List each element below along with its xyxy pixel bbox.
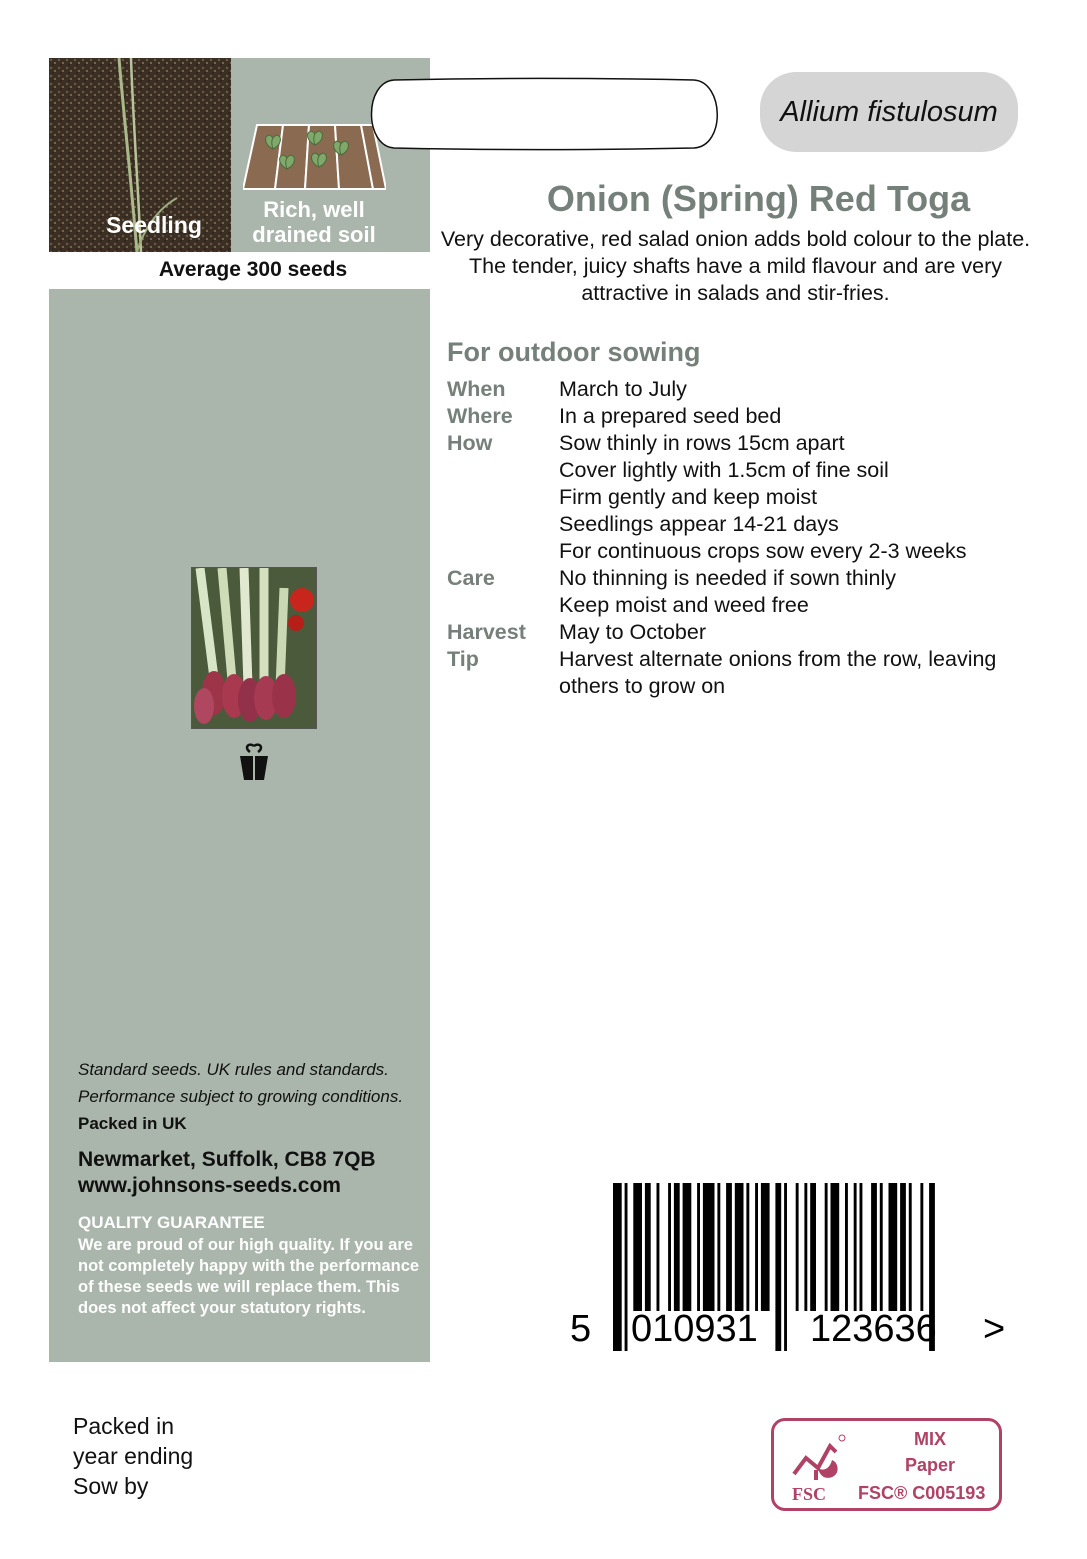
- barcode-bar: [871, 1183, 877, 1311]
- barcode-bar: [854, 1183, 857, 1311]
- sowing-row-value: For continuous crops sow every 2-3 weeks: [559, 539, 967, 563]
- sowing-row-label: How: [447, 431, 493, 455]
- barcode-first-digit: 5: [570, 1308, 592, 1350]
- barcode-bar: [889, 1183, 898, 1311]
- sowing-row-values: [559, 376, 1047, 403]
- packed-in-uk: Packed in UK: [78, 1114, 187, 1133]
- barcode-bar: [633, 1183, 642, 1311]
- sowing-row-value: May to October: [559, 620, 706, 644]
- sowing-row-values: [559, 403, 1047, 430]
- barcode-bar: [717, 1183, 720, 1311]
- barcode-bar: [845, 1183, 848, 1311]
- barcode-bar: [880, 1183, 883, 1311]
- barcode-bar: [804, 1183, 807, 1311]
- year-ending-label: year ending: [73, 1443, 194, 1469]
- barcode-bar: [900, 1183, 906, 1311]
- barcode-bar: [775, 1183, 781, 1351]
- fsc-tree-icon: [784, 1428, 850, 1504]
- barcode-bar: [645, 1183, 651, 1311]
- barcode-end-mark: >: [983, 1308, 1006, 1350]
- quality-guarantee-text: We are proud of our high quality. If you are not completely happy with the performance of these seeds we will replace them. This does not affect your statutory rights.: [78, 1236, 420, 1317]
- barcode-bar: [683, 1183, 692, 1311]
- sowing-row-label: Harvest: [447, 620, 526, 644]
- product-photo: [191, 567, 317, 729]
- sowing-row-value: March to July: [559, 377, 687, 401]
- sowing-row-value: Keep moist and weed free: [559, 593, 809, 617]
- sowing-heading: For outdoor sowing: [447, 337, 701, 367]
- barcode-bar: [920, 1183, 923, 1311]
- sowing-row-value: In a prepared seed bed: [559, 404, 782, 428]
- packed-in-label: Packed in: [73, 1413, 175, 1439]
- sowing-row: [447, 619, 1047, 646]
- sowing-row-label: Tip: [447, 647, 479, 671]
- barcode-bar: [657, 1183, 660, 1311]
- barcode: [565, 1183, 1015, 1351]
- barcode-bar: [674, 1183, 680, 1311]
- sowing-row-value: Cover lightly with 1.5cm of fine soil: [559, 458, 889, 482]
- barcode-group2: 123636: [810, 1308, 937, 1350]
- barcode-bar: [613, 1183, 622, 1351]
- product-title: Onion (Spring) Red Toga: [546, 178, 971, 219]
- barcode-bar: [909, 1183, 912, 1311]
- website: www.johnsons-seeds.com: [78, 1174, 341, 1197]
- barcode-bar: [625, 1183, 628, 1351]
- standards-line1: Standard seeds. UK rules and standards.: [78, 1060, 389, 1079]
- sowing-row-value: Harvest alternate onions from the row, leaving others to grow on: [559, 647, 997, 698]
- barcode-bar: [735, 1183, 744, 1311]
- barcode-bar: [755, 1183, 758, 1311]
- fsc-mix: MIX: [913, 1429, 946, 1449]
- sowing-instructions: [447, 376, 1047, 700]
- barcode-bar: [831, 1183, 840, 1311]
- sow-by-label: Sow by: [73, 1473, 149, 1499]
- barcode-bar: [761, 1183, 770, 1311]
- soil-label-line2: drained soil: [252, 222, 376, 247]
- sowing-row-values: [559, 565, 1047, 619]
- fsc-logo-text: FSC: [792, 1484, 827, 1504]
- fsc-paper: Paper: [904, 1455, 956, 1475]
- sowing-row: [447, 646, 1047, 700]
- barcode-bar: [825, 1183, 828, 1311]
- sowing-row-values: [559, 619, 1047, 646]
- name-label-oval: [364, 76, 722, 152]
- product-description: Very decorative, red salad onion adds bold colour to the plate. The tender, juicy shafts have a mild flavour and are very attractive in salads and stir-fries.: [440, 227, 1031, 305]
- seedling-label: Seedling: [106, 212, 202, 238]
- sowing-row-value: Seedlings appear 14-21 days: [559, 512, 839, 536]
- sowing-row-label: When: [447, 377, 506, 401]
- barcode-group1: 010931: [631, 1308, 758, 1350]
- sowing-row-label: Care: [447, 566, 495, 590]
- barcode-bar: [697, 1183, 700, 1311]
- sowing-row: [447, 565, 1047, 619]
- barcode-bar: [703, 1183, 715, 1311]
- sowing-row-values: [559, 646, 1047, 700]
- sowing-row-value: Firm gently and keep moist: [559, 485, 818, 509]
- soil-label: [236, 197, 392, 247]
- sowing-row-value: No thinning is needed if sown thinly: [559, 566, 897, 590]
- sowing-row-label: Where: [447, 404, 513, 428]
- sowing-row: [447, 376, 1047, 403]
- barcode-bar: [810, 1183, 816, 1311]
- standards-line2: Performance subject to growing conditions.: [78, 1087, 404, 1106]
- address: Newmarket, Suffolk, CB8 7QB: [78, 1148, 376, 1171]
- barcode-bar: [796, 1183, 799, 1311]
- barcode-bar: [860, 1183, 863, 1311]
- fsc-code: FSC® C005193: [858, 1483, 986, 1503]
- sowing-row-value: Sow thinly in rows 15cm apart: [559, 431, 845, 455]
- barcode-bar: [668, 1183, 671, 1311]
- sowing-row: [447, 430, 1047, 565]
- johnsons-logo: [238, 742, 270, 790]
- sowing-row: [447, 403, 1047, 430]
- quality-guarantee-title: QUALITY GUARANTEE: [78, 1213, 265, 1232]
- seeds-count: Average 300 seeds: [158, 258, 348, 281]
- barcode-bar: [726, 1183, 732, 1311]
- barcode-bar: [746, 1183, 749, 1311]
- barcode-bar: [784, 1183, 787, 1351]
- latin-name: Allium fistulosum: [780, 96, 998, 128]
- soil-label-line1: Rich, well: [263, 197, 365, 222]
- sowing-row-values: [559, 430, 1047, 565]
